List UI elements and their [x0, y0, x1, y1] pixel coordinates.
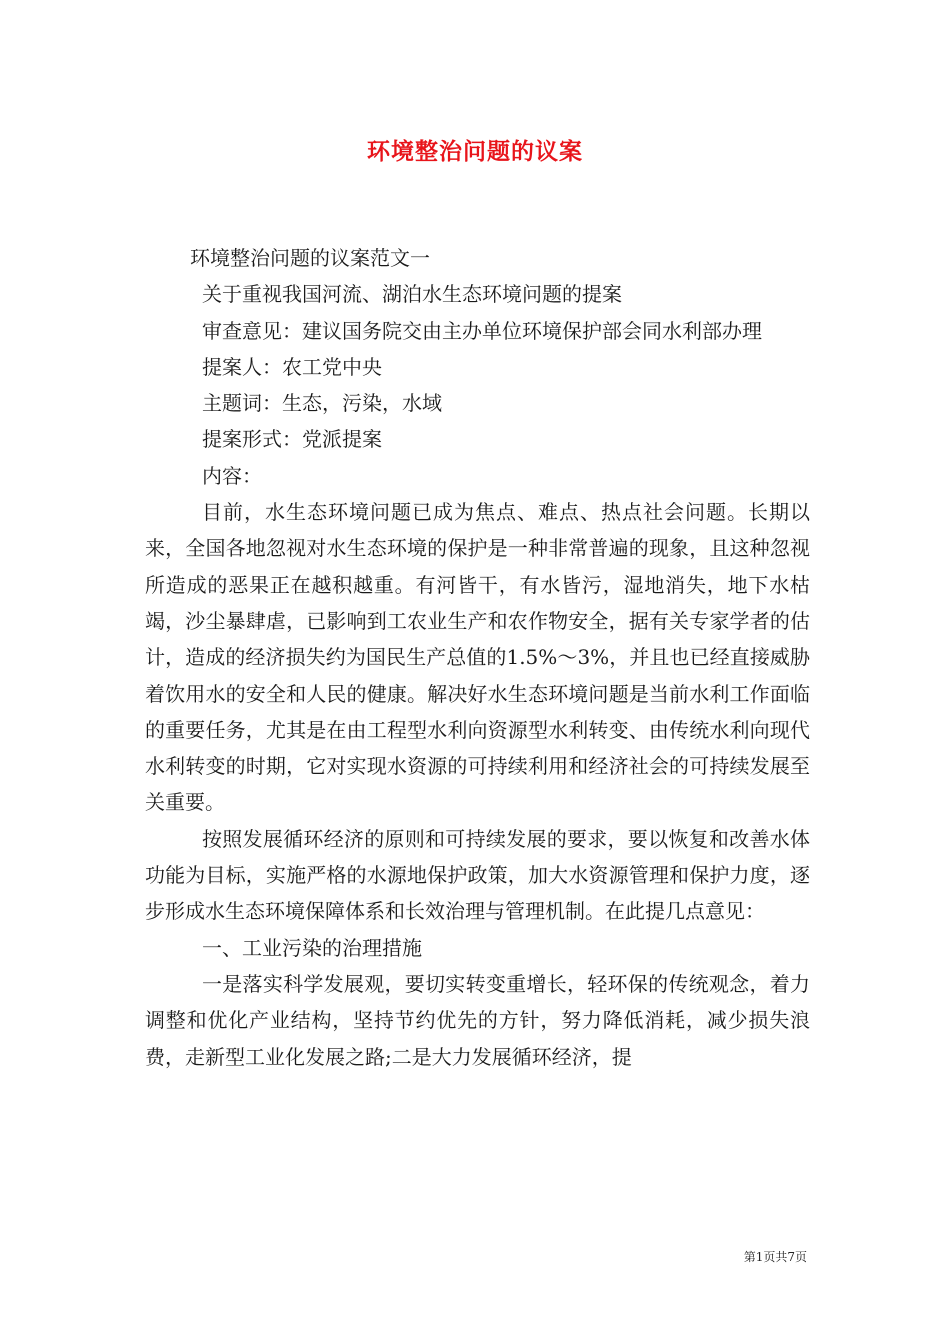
section-heading: 环境整治问题的议案范文一: [190, 246, 430, 270]
proposal-title: 关于重视我国河流、湖泊水生态环境问题的提案: [202, 282, 622, 307]
body-paragraph: 目前，水生态环境问题已成为焦点、难点、热点社会问题。长期以来，全国各地忽视对水生态环境的保护是一种非常普遍的现象，且这种忽视所造成的恶果正在越积越重。有河皆干，有水皆污，湿地消失，地下水枯竭，沙尘暴肆虐，已影响到工农业生产和农作物安全，据有关专家学者的估计，造成的经济损失约为国民生产总值的1.5%～3%，并且也已经直接威胁着饮用水的安全和人民的健康。解决好水生态环境问题是当前水利工作面临的重要任务，尤其是在由工程型水利向资源型水利转变、由传统水利向现代水利转变的时期，它对实现水资源的可持续利用和经济社会的可持续发展至关重要。: [145, 500, 810, 815]
body-paragraph: 按照发展循环经济的原则和可持续发展的要求，要以恢复和改善水体功能为目标，实施严格的水源地保护政策，加大水资源管理和保护力度，逐步形成水生态环境保障体系和长效治理与管理机制。在此提几点意见：: [145, 826, 810, 924]
body-paragraph: 一是落实科学发展观，要切实转变重增长，轻环保的传统观念，着力调整和优化产业结构，坚持节约优先的方针，努力降低消耗，减少损失浪费，走新型工业化发展之路;二是大力发展循环经济，提: [145, 971, 810, 1069]
document-body: [145, 240, 810, 1075]
document-title: 环境整治问题的议案: [367, 138, 583, 165]
page-number: 第1页共7页: [743, 1250, 807, 1264]
content-label: 内容：: [202, 463, 262, 488]
proposal-form: 提案形式：党派提案: [202, 427, 382, 452]
subsection-heading: 一、工业污染的治理措施: [202, 935, 422, 960]
proposer: 提案人：农工党中央: [202, 354, 382, 379]
keywords: 主题词：生态，污染，水域: [202, 391, 442, 416]
review-opinion: 审查意见：建议国务院交由主办单位环境保护部会同水利部办理: [202, 318, 762, 343]
